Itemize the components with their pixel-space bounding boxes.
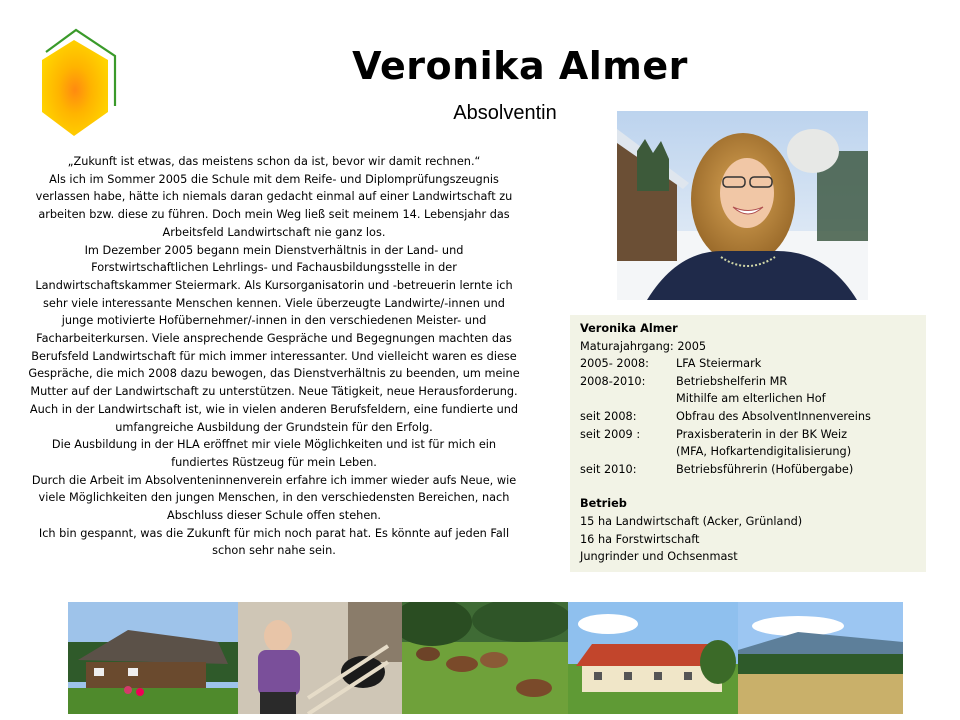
career-role: Praxisberaterin in der BK Weiz — [676, 427, 848, 441]
page-title: Veronika Almer — [352, 44, 688, 88]
profile-info-box — [570, 315, 926, 572]
farm-heading: Betrieb — [580, 497, 627, 511]
career-role: Betriebsführerin (Hofübergabe) — [676, 462, 854, 476]
career-row — [580, 390, 916, 408]
story-paragraph: Die Ausbildung in der HLA eröffnet mir viele Möglichkeiten und ist für mich ein fundiertes Rüstzeug für mein Leben. — [51, 438, 497, 469]
landscape-field-photo — [738, 602, 903, 714]
career-row — [580, 408, 916, 426]
career-period: seit 2008: — [580, 409, 637, 423]
barn-calf-photo — [238, 602, 402, 714]
career-period: 2008-2010: — [580, 374, 646, 388]
career-row — [580, 426, 916, 444]
story-paragraph: Auch in der Landwirtschaft ist, wie in vielen anderen Berufsfeldern, eine fundierte und umfangreiche Ausbildung der Grundstein für den Erfolg. — [29, 402, 519, 434]
page-subtitle: Absolventin — [453, 102, 557, 124]
career-period: 2005- 2008: — [580, 357, 649, 371]
farmhouse-red-roof-photo — [568, 602, 738, 714]
career-role: Betriebshelferin MR — [676, 374, 788, 388]
story-paragraph: Ich bin gespannt, was die Zukunft für mich noch parat hat. Es könnte auf jeden Fall schon sehr nahe sein. — [38, 526, 510, 558]
school-logo-icon — [38, 26, 120, 142]
info-name: Veronika Almer — [580, 322, 678, 335]
cattle-pasture-photo — [402, 602, 568, 714]
career-period — [580, 390, 676, 408]
portrait-photo — [617, 111, 868, 300]
career-row — [580, 443, 916, 461]
career-role: LFA Steiermark — [676, 357, 762, 371]
story-paragraph: Durch die Arbeit im Absolventeninnenverein erfahre ich immer wieder aufs Neue, wie viele Möglichkeiten den jungen Menschen, in den verschiedensten Bereichen, nach Abschluss dieser Schule offen stehen. — [31, 473, 517, 523]
farm-item: 16 ha Forstwirtschaft — [580, 532, 700, 546]
info-graduation: Maturajahrgang: 2005 — [580, 339, 707, 353]
photo-strip — [68, 602, 903, 714]
farm-item: Jungrinder und Ochsenmast — [580, 550, 738, 564]
career-row — [580, 373, 916, 391]
farm-item: 15 ha Landwirtschaft (Acker, Grünland) — [580, 514, 803, 528]
career-role: Mithilfe am elterlichen Hof — [676, 392, 826, 406]
career-row — [580, 461, 916, 479]
career-row — [580, 355, 916, 373]
story-quote: „Zukunft ist etwas, das meistens schon da ist, bevor wir damit rechnen.“ — [67, 155, 481, 168]
career-period — [580, 443, 676, 461]
career-role: Obfrau des AbsolventInnenvereins — [676, 409, 871, 423]
career-period: seit 2009 : — [580, 427, 641, 441]
career-role: (MFA, Hofkartendigitalisierung) — [676, 445, 852, 459]
farmhouse-photo — [68, 602, 238, 714]
story-text — [28, 153, 520, 560]
story-paragraph: Im Dezember 2005 begann mein Dienstverhältnis in der Land- und Forstwirtschaftlichen Lehrlings- und Fachausbildungsstelle in der Landwirtschaftskammer Steiermark. Als Kursorganisatorin und -betreuerin lernte ich sehr viele interessante Menschen kennen. Viele überzeugte Landwirte/-innen und junge motivierte Hofübernehmer/-innen in den verschiedenen Meister- und Facharbeiterkursen. Viele ansprechende Gespräche und Begegnungen machten das Berufsfeld Landwirtschaft für mich immer interessanter. Und vielleicht waren es diese Gespräche, die mich 2008 dazu bewogen, das Dienstverhältnis zu beenden, um meine Mutter auf der Landwirtschaft zu unterstützen. Neue Tätigkeit, neue Herausforderung. — [28, 243, 520, 399]
story-paragraph: Als ich im Sommer 2005 die Schule mit dem Reife- und Diplomprüfungszeugnis verlassen habe, hätte ich niemals daran gedacht einmal auf einer Landwirtschaft zu arbeiten bzw. diese zu führen. Doch mein Weg ließ seit meinem 14. Lebensjahr das Arbeitsfeld Landwirtschaft nie ganz los. — [35, 172, 513, 239]
career-period: seit 2010: — [580, 462, 637, 476]
